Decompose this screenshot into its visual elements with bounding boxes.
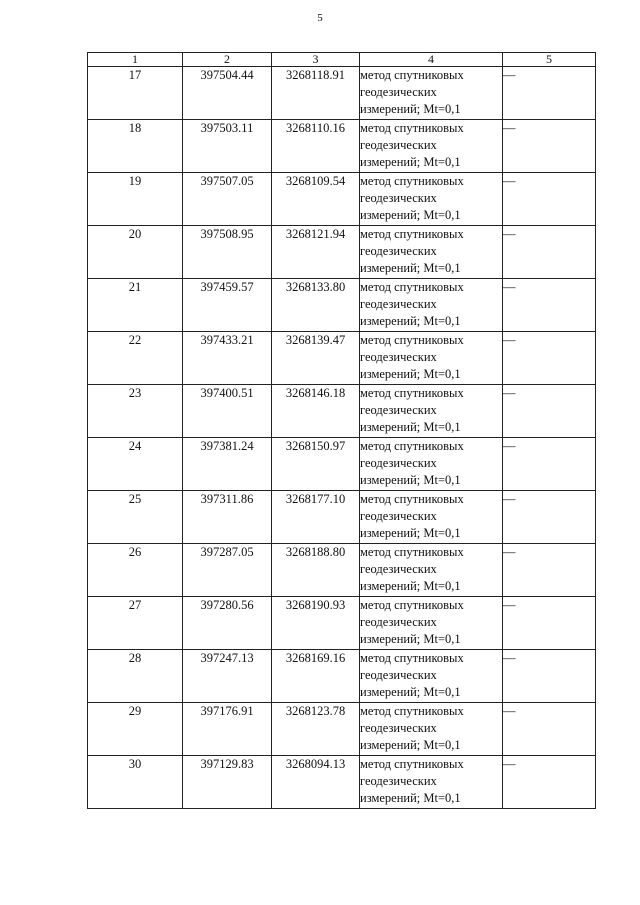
method-line-3: измерений; Mt=0,1	[360, 208, 461, 222]
method-line-1: метод спутниковых	[360, 492, 464, 506]
y-coordinate-cell: 3268123.78	[272, 703, 360, 756]
method-cell	[360, 120, 503, 173]
method-cell	[360, 332, 503, 385]
table-row	[88, 67, 596, 120]
method-line-3: измерений; Mt=0,1	[360, 420, 461, 434]
method-line-3: измерений; Mt=0,1	[360, 367, 461, 381]
header-cell-1: 1	[88, 53, 183, 67]
page-number: 5	[317, 12, 323, 24]
description-cell: —	[503, 279, 596, 332]
table-row	[88, 120, 596, 173]
point-number-cell: 22	[88, 332, 183, 385]
method-line-1: метод спутниковых	[360, 174, 464, 188]
method-line-1: метод спутниковых	[360, 651, 464, 665]
method-line-1: метод спутниковых	[360, 545, 464, 559]
method-line-2: геодезических	[360, 244, 437, 258]
method-line-3: измерений; Mt=0,1	[360, 579, 461, 593]
method-line-2: геодезических	[360, 721, 437, 735]
method-line-3: измерений; Mt=0,1	[360, 791, 461, 805]
point-number-cell: 28	[88, 650, 183, 703]
method-line-2: геодезических	[360, 403, 437, 417]
point-number-cell: 18	[88, 120, 183, 173]
header-cell-2: 2	[183, 53, 272, 67]
table-row	[88, 491, 596, 544]
method-line-1: метод спутниковых	[360, 121, 464, 135]
description-cell: —	[503, 491, 596, 544]
method-cell	[360, 173, 503, 226]
y-coordinate-cell: 3268110.16	[272, 120, 360, 173]
table-row	[88, 438, 596, 491]
y-coordinate-cell: 3268121.94	[272, 226, 360, 279]
y-coordinate-cell: 3268139.47	[272, 332, 360, 385]
method-line-3: измерений; Mt=0,1	[360, 155, 461, 169]
x-coordinate-cell: 397508.95	[183, 226, 272, 279]
table-row	[88, 756, 596, 809]
method-line-3: измерений; Mt=0,1	[360, 473, 461, 487]
description-cell: —	[503, 67, 596, 120]
method-line-2: геодезических	[360, 615, 437, 629]
method-line-3: измерений; Mt=0,1	[360, 685, 461, 699]
method-line-1: метод спутниковых	[360, 386, 464, 400]
method-cell	[360, 226, 503, 279]
method-cell	[360, 438, 503, 491]
method-line-3: измерений; Mt=0,1	[360, 526, 461, 540]
header-cell-3: 3	[272, 53, 360, 67]
description-cell: —	[503, 703, 596, 756]
y-coordinate-cell: 3268190.93	[272, 597, 360, 650]
description-cell: —	[503, 544, 596, 597]
table-row	[88, 544, 596, 597]
table-header	[88, 53, 596, 67]
point-number-cell: 19	[88, 173, 183, 226]
x-coordinate-cell: 397459.57	[183, 279, 272, 332]
table-body	[88, 67, 596, 809]
table-row	[88, 650, 596, 703]
table-row	[88, 332, 596, 385]
x-coordinate-cell: 397507.05	[183, 173, 272, 226]
header-row	[88, 53, 596, 67]
description-cell: —	[503, 120, 596, 173]
description-cell: —	[503, 226, 596, 279]
y-coordinate-cell: 3268150.97	[272, 438, 360, 491]
x-coordinate-cell: 397247.13	[183, 650, 272, 703]
x-coordinate-cell: 397280.56	[183, 597, 272, 650]
method-cell	[360, 385, 503, 438]
table-row	[88, 703, 596, 756]
method-line-1: метод спутниковых	[360, 704, 464, 718]
table-row	[88, 226, 596, 279]
method-line-2: геодезических	[360, 191, 437, 205]
method-cell	[360, 491, 503, 544]
method-line-2: геодезических	[360, 562, 437, 576]
point-number-cell: 25	[88, 491, 183, 544]
method-line-2: геодезических	[360, 297, 437, 311]
x-coordinate-cell: 397176.91	[183, 703, 272, 756]
method-line-2: геодезических	[360, 668, 437, 682]
method-line-2: геодезических	[360, 138, 437, 152]
method-line-3: измерений; Mt=0,1	[360, 314, 461, 328]
x-coordinate-cell: 397400.51	[183, 385, 272, 438]
x-coordinate-cell: 397504.44	[183, 67, 272, 120]
point-number-cell: 23	[88, 385, 183, 438]
method-line-3: измерений; Mt=0,1	[360, 261, 461, 275]
description-cell: —	[503, 650, 596, 703]
method-line-2: геодезических	[360, 350, 437, 364]
method-cell	[360, 650, 503, 703]
x-coordinate-cell: 397503.11	[183, 120, 272, 173]
description-cell: —	[503, 597, 596, 650]
method-line-2: геодезических	[360, 509, 437, 523]
method-line-1: метод спутниковых	[360, 333, 464, 347]
point-number-cell: 21	[88, 279, 183, 332]
y-coordinate-cell: 3268146.18	[272, 385, 360, 438]
method-line-1: метод спутниковых	[360, 280, 464, 294]
point-number-cell: 17	[88, 67, 183, 120]
method-cell	[360, 67, 503, 120]
table-row	[88, 173, 596, 226]
method-line-3: измерений; Mt=0,1	[360, 632, 461, 646]
x-coordinate-cell: 397311.86	[183, 491, 272, 544]
y-coordinate-cell: 3268118.91	[272, 67, 360, 120]
description-cell: —	[503, 332, 596, 385]
method-cell	[360, 544, 503, 597]
x-coordinate-cell: 397129.83	[183, 756, 272, 809]
table-row	[88, 279, 596, 332]
x-coordinate-cell: 397433.21	[183, 332, 272, 385]
method-line-3: измерений; Mt=0,1	[360, 102, 461, 116]
y-coordinate-cell: 3268094.13	[272, 756, 360, 809]
description-cell: —	[503, 385, 596, 438]
coordinates-table	[87, 52, 596, 809]
method-line-1: метод спутниковых	[360, 227, 464, 241]
table-row	[88, 385, 596, 438]
method-line-1: метод спутниковых	[360, 757, 464, 771]
point-number-cell: 27	[88, 597, 183, 650]
x-coordinate-cell: 397381.24	[183, 438, 272, 491]
point-number-cell: 29	[88, 703, 183, 756]
method-cell	[360, 756, 503, 809]
table-row	[88, 597, 596, 650]
point-number-cell: 24	[88, 438, 183, 491]
y-coordinate-cell: 3268109.54	[272, 173, 360, 226]
method-cell	[360, 703, 503, 756]
method-line-1: метод спутниковых	[360, 439, 464, 453]
y-coordinate-cell: 3268177.10	[272, 491, 360, 544]
method-line-3: измерений; Mt=0,1	[360, 738, 461, 752]
method-line-1: метод спутниковых	[360, 598, 464, 612]
method-line-2: геодезических	[360, 456, 437, 470]
method-line-2: геодезических	[360, 85, 437, 99]
method-cell	[360, 279, 503, 332]
header-cell-5: 5	[503, 53, 596, 67]
description-cell: —	[503, 438, 596, 491]
y-coordinate-cell: 3268188.80	[272, 544, 360, 597]
description-cell: —	[503, 756, 596, 809]
point-number-cell: 26	[88, 544, 183, 597]
y-coordinate-cell: 3268169.16	[272, 650, 360, 703]
point-number-cell: 20	[88, 226, 183, 279]
point-number-cell: 30	[88, 756, 183, 809]
header-cell-4: 4	[360, 53, 503, 67]
x-coordinate-cell: 397287.05	[183, 544, 272, 597]
method-line-1: метод спутниковых	[360, 68, 464, 82]
method-cell	[360, 597, 503, 650]
description-cell: —	[503, 173, 596, 226]
method-line-2: геодезических	[360, 774, 437, 788]
y-coordinate-cell: 3268133.80	[272, 279, 360, 332]
